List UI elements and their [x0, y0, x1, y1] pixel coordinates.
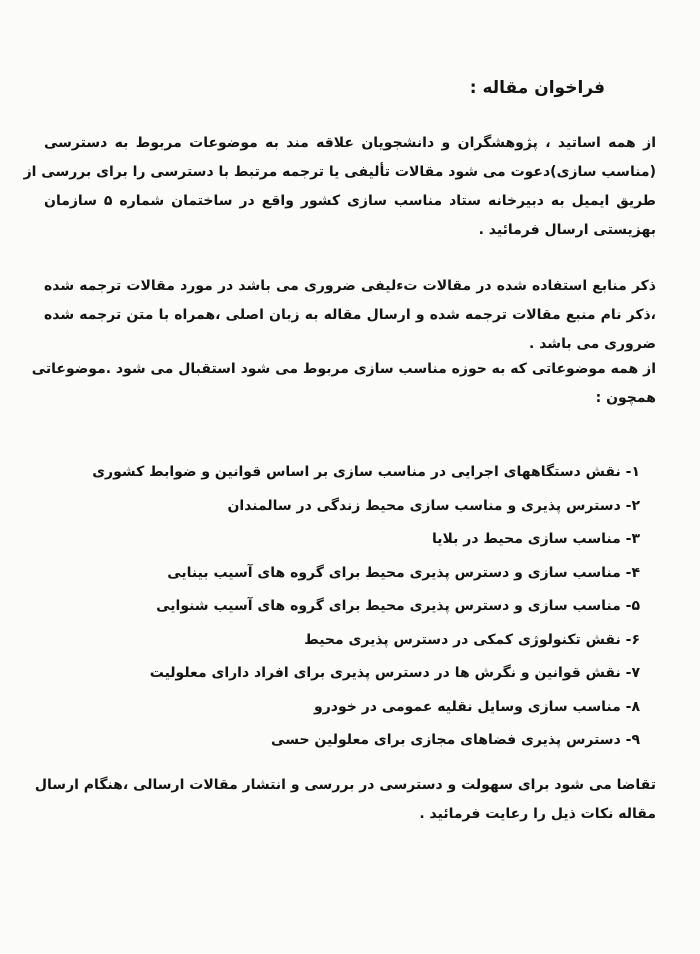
topic-item: ۶- نقش تکنولوژی کمکی در دسترس پذیری محیط	[304, 631, 640, 648]
topic-item: ۹- دسترس پذیری فضاهای مجازی برای معلولین حسی	[271, 732, 640, 748]
text-line: طریق ایمیل به دبیرخانه ستاد مناسب سازی کشور واقع در ساختمان شماره ۵ سازمان	[44, 193, 656, 209]
text-line: ضروری می باشد .	[529, 336, 656, 352]
text-line: ،ذکر نام منبع مقالات ترجمه شده و ارسال مقاله به زبان اصلی ،همراه با متن ترجمه شده	[44, 307, 656, 323]
closing-paragraph	[34, 771, 656, 829]
text-line: بهزیستی ارسال فرمائید .	[478, 222, 656, 238]
topic-item: ۴- مناسب سازی و دسترس پذیری محیط برای گروه های آسیب بینایی	[167, 564, 640, 581]
topic-item: ۸- مناسب سازی وسایل نقلیه عمومی در خودرو	[314, 698, 640, 715]
text-line: (مناسب سازی)دعوت می شود مقالات تألیفی یا ترجمه مرتبط با دسترسی را برای بررسی از	[23, 164, 656, 180]
text-line: از همه اساتید ، پژوهشگران و دانشجویان علاقه مند به موضوعات مربوط به دسترسی	[44, 135, 656, 151]
topic-item: ۱- نقش دستگاههای اجرایی در مناسب سازی بر اساس قوانین و ضوابط کشوری	[92, 464, 640, 480]
text-line: از همه موضوعاتی که به حوزه مناسب سازی مربوط می شود استقبال می شود .موضوعاتی	[31, 361, 656, 377]
topics-intro-paragraph	[31, 355, 656, 413]
topics-list	[80, 456, 640, 758]
text-line: ذکر منابع استفاده شده در مقالات تءلیفی ضروری می باشد در مورد مقالات ترجمه شده	[44, 278, 656, 294]
topic-item: ۷- نقش قوانین و نگرش ها در دسترس پذیری برای افراد دارای معلولیت	[149, 665, 640, 681]
topic-item: ۵- مناسب سازی و دسترس پذیری محیط برای گروه های آسیب شنوایی	[156, 598, 640, 614]
page-title: فراخوان مقاله :	[469, 78, 605, 98]
topic-item: ۲- دسترس پذیری و مناسب سازی محیط زندگی در سالمندان	[227, 497, 640, 514]
sources-paragraph	[44, 272, 656, 359]
intro-paragraph	[23, 129, 656, 245]
text-line: تقاضا می شود برای سهولت و دسترسی در بررسی و انتشار مقالات ارسالی ،هنگام ارسال	[34, 777, 656, 793]
text-line: مقاله نکات ذیل را رعایت فرمائید .	[419, 806, 656, 822]
text-line: همچون :	[595, 390, 656, 406]
topic-item: ۳- مناسب سازی محیط در بلایا	[432, 531, 640, 547]
